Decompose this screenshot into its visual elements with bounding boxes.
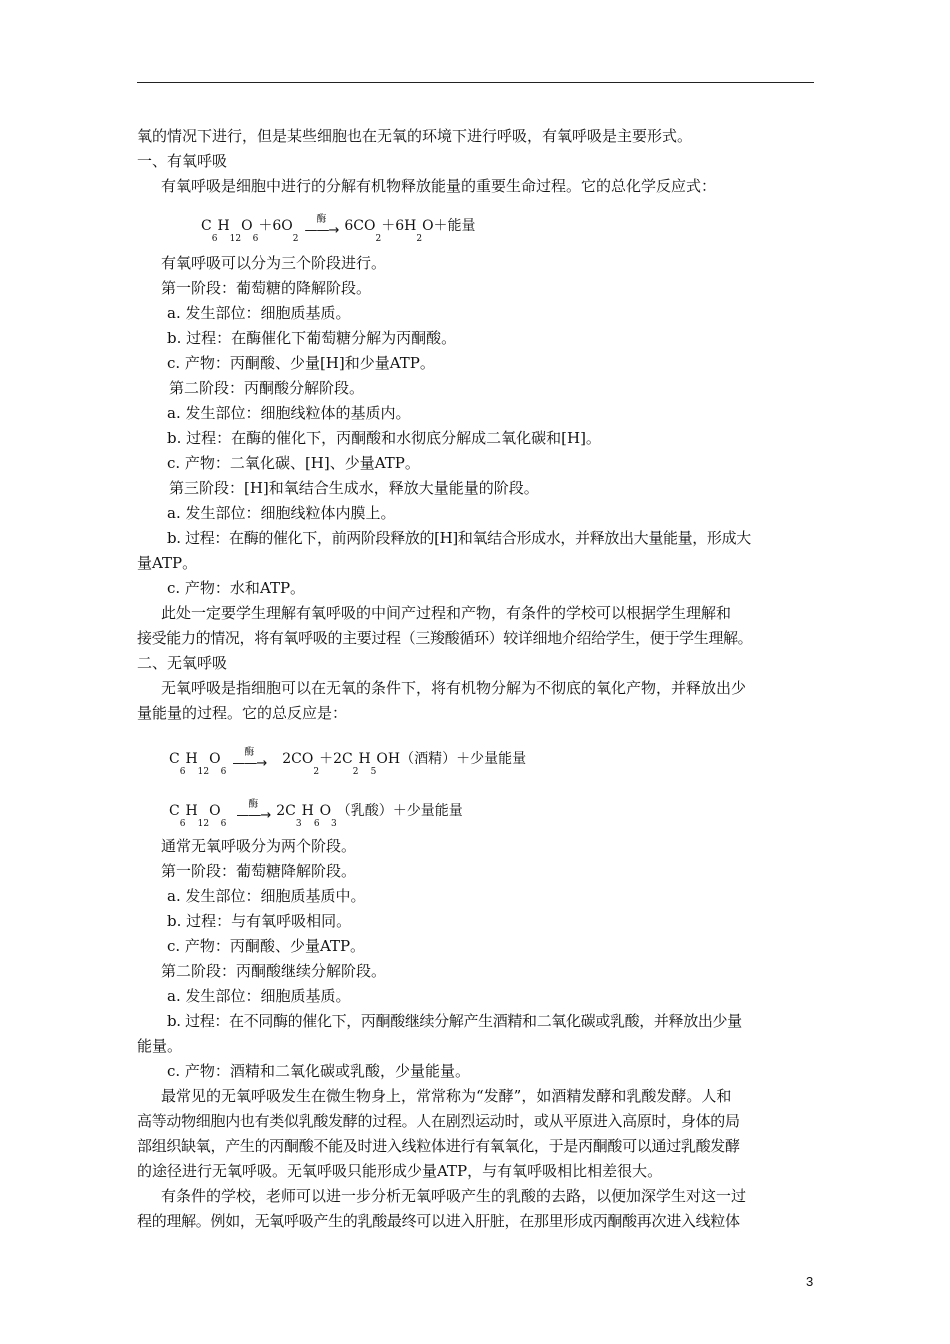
list-item: b. 过程：在酶的催化下，前两阶段释放的[H]和氧结合形成水，并释放出大量能量，形成大 <box>167 529 751 547</box>
list-item: c. 产物：丙酮酸、少量[H]和少量ATP。 <box>167 354 435 372</box>
list-item-continuation: 量ATP。 <box>137 554 198 572</box>
section-heading: 二、无氧呼吸 <box>137 654 228 672</box>
stage-heading: 第一阶段：葡萄糖的降解阶段。 <box>161 279 372 297</box>
stage-heading: 第一阶段：葡萄糖降解阶段。 <box>161 862 357 880</box>
paragraph-line: 有条件的学校，老师可以进一步分析无氧呼吸产生的乳酸的去路，以便加深学生对这一过 <box>161 1187 747 1205</box>
paragraph-line: 无氧呼吸是指细胞可以在无氧的条件下，将有机物分解为不彻底的氧化产物，并释放出少 <box>161 679 747 697</box>
list-item: c. 产物：丙酮酸、少量ATP。 <box>167 937 366 955</box>
paragraph-line: 有氧呼吸是细胞中进行的分解有机物释放能量的重要生命过程。它的总化学反应式： <box>161 177 717 195</box>
stage-heading: 第二阶段：丙酮酸继续分解阶段。 <box>161 962 387 980</box>
list-item: b. 过程：在不同酶的催化下，丙酮酸继续分解产生酒精和二氧化碳或乳酸，并释放出少量 <box>167 1012 742 1030</box>
paragraph-line: 的途径进行无氧呼吸。无氧呼吸只能形成少量ATP，与有氧呼吸相比相差很大。 <box>137 1162 663 1180</box>
list-item: a. 发生部位：细胞线粒体内膜上。 <box>167 504 396 522</box>
lactic-equation: C 6 H 12 O 6 酶 ——→ 2C 3 H 6 O 3 （乳酸）＋少量能量 <box>169 799 463 829</box>
list-item: b. 过程：在酶催化下葡萄糖分解为丙酮酸。 <box>167 329 457 347</box>
header-rule <box>137 82 814 83</box>
list-item: a. 发生部位：细胞质基质。 <box>167 304 351 322</box>
list-item: c. 产物：水和ATP。 <box>167 579 306 597</box>
paragraph-line: 氧的情况下进行，但是某些细胞也在无氧的环境下进行呼吸，有氧呼吸是主要形式。 <box>137 127 693 145</box>
paragraph-line: 通常无氧呼吸分为两个阶段。 <box>161 837 357 855</box>
list-item: a. 发生部位：细胞质基质中。 <box>167 887 366 905</box>
stage-heading: 第三阶段：[H]和氧结合生成水，释放大量能量的阶段。 <box>169 479 539 497</box>
paragraph-line: 最常见的无氧呼吸发生在微生物身上，常常称为“发酵”，如酒精发酵和乳酸发酵。人和 <box>161 1087 732 1105</box>
stage-heading: 第二阶段：丙酮酸分解阶段。 <box>169 379 365 397</box>
list-item: b. 过程：在酶的催化下，丙酮酸和水彻底分解成二氧化碳和[H]。 <box>167 429 601 447</box>
list-item: a. 发生部位：细胞质基质。 <box>167 987 351 1005</box>
section-heading: 一、有氧呼吸 <box>137 152 228 170</box>
paragraph-line: 接受能力的情况，将有氧呼吸的主要过程（三羧酸循环）较详细地介绍给学生，便于学生理解。 <box>137 629 753 647</box>
list-item: a. 发生部位：细胞线粒体的基质内。 <box>167 404 411 422</box>
enzyme-arrow: 酶 ——→ <box>236 799 271 823</box>
list-item: c. 产物：二氧化碳、[H]、少量ATP。 <box>167 454 420 472</box>
aerobic-equation: C 6 H 12 O 6 ＋6O 2 酶 ——→ 6CO 2 ＋6H 2 O＋能量 <box>201 214 476 244</box>
paragraph-line: 量能量的过程。它的总反应是： <box>137 704 348 722</box>
paragraph-line: 程的理解。例如，无氧呼吸产生的乳酸最终可以进入肝脏，在那里形成丙酮酸再次进入线粒体 <box>137 1212 740 1230</box>
page-number: 3 <box>806 1274 814 1289</box>
paragraph-line: 高等动物细胞内也有类似乳酸发酵的过程。人在剧烈运动时，或从平原进入高原时，身体的局 <box>137 1112 740 1130</box>
alcohol-equation: C 6 H 12 O 6 酶 ——→ 2CO 2 ＋2C 2 H 5 OH（酒精）＋少量能量 <box>169 747 527 777</box>
paragraph-line: 部组织缺氧，产生的丙酮酸不能及时进入线粒体进行有氧氧化，于是丙酮酸可以通过乳酸发酵 <box>137 1137 740 1155</box>
paragraph-line: 有氧呼吸可以分为三个阶段进行。 <box>161 254 387 272</box>
list-item: b. 过程：与有氧呼吸相同。 <box>167 912 352 930</box>
document-body <box>137 124 814 1234</box>
list-item: c. 产物：酒精和二氧化碳或乳酸，少量能量。 <box>167 1062 470 1080</box>
paragraph-line: 此处一定要学生理解有氧呼吸的中间产过程和产物，有条件的学校可以根据学生理解和 <box>161 604 732 622</box>
list-item-continuation: 能量。 <box>137 1037 183 1055</box>
enzyme-arrow: 酶 ——→ <box>304 214 339 238</box>
enzyme-arrow: 酶 ——→ <box>232 747 267 771</box>
